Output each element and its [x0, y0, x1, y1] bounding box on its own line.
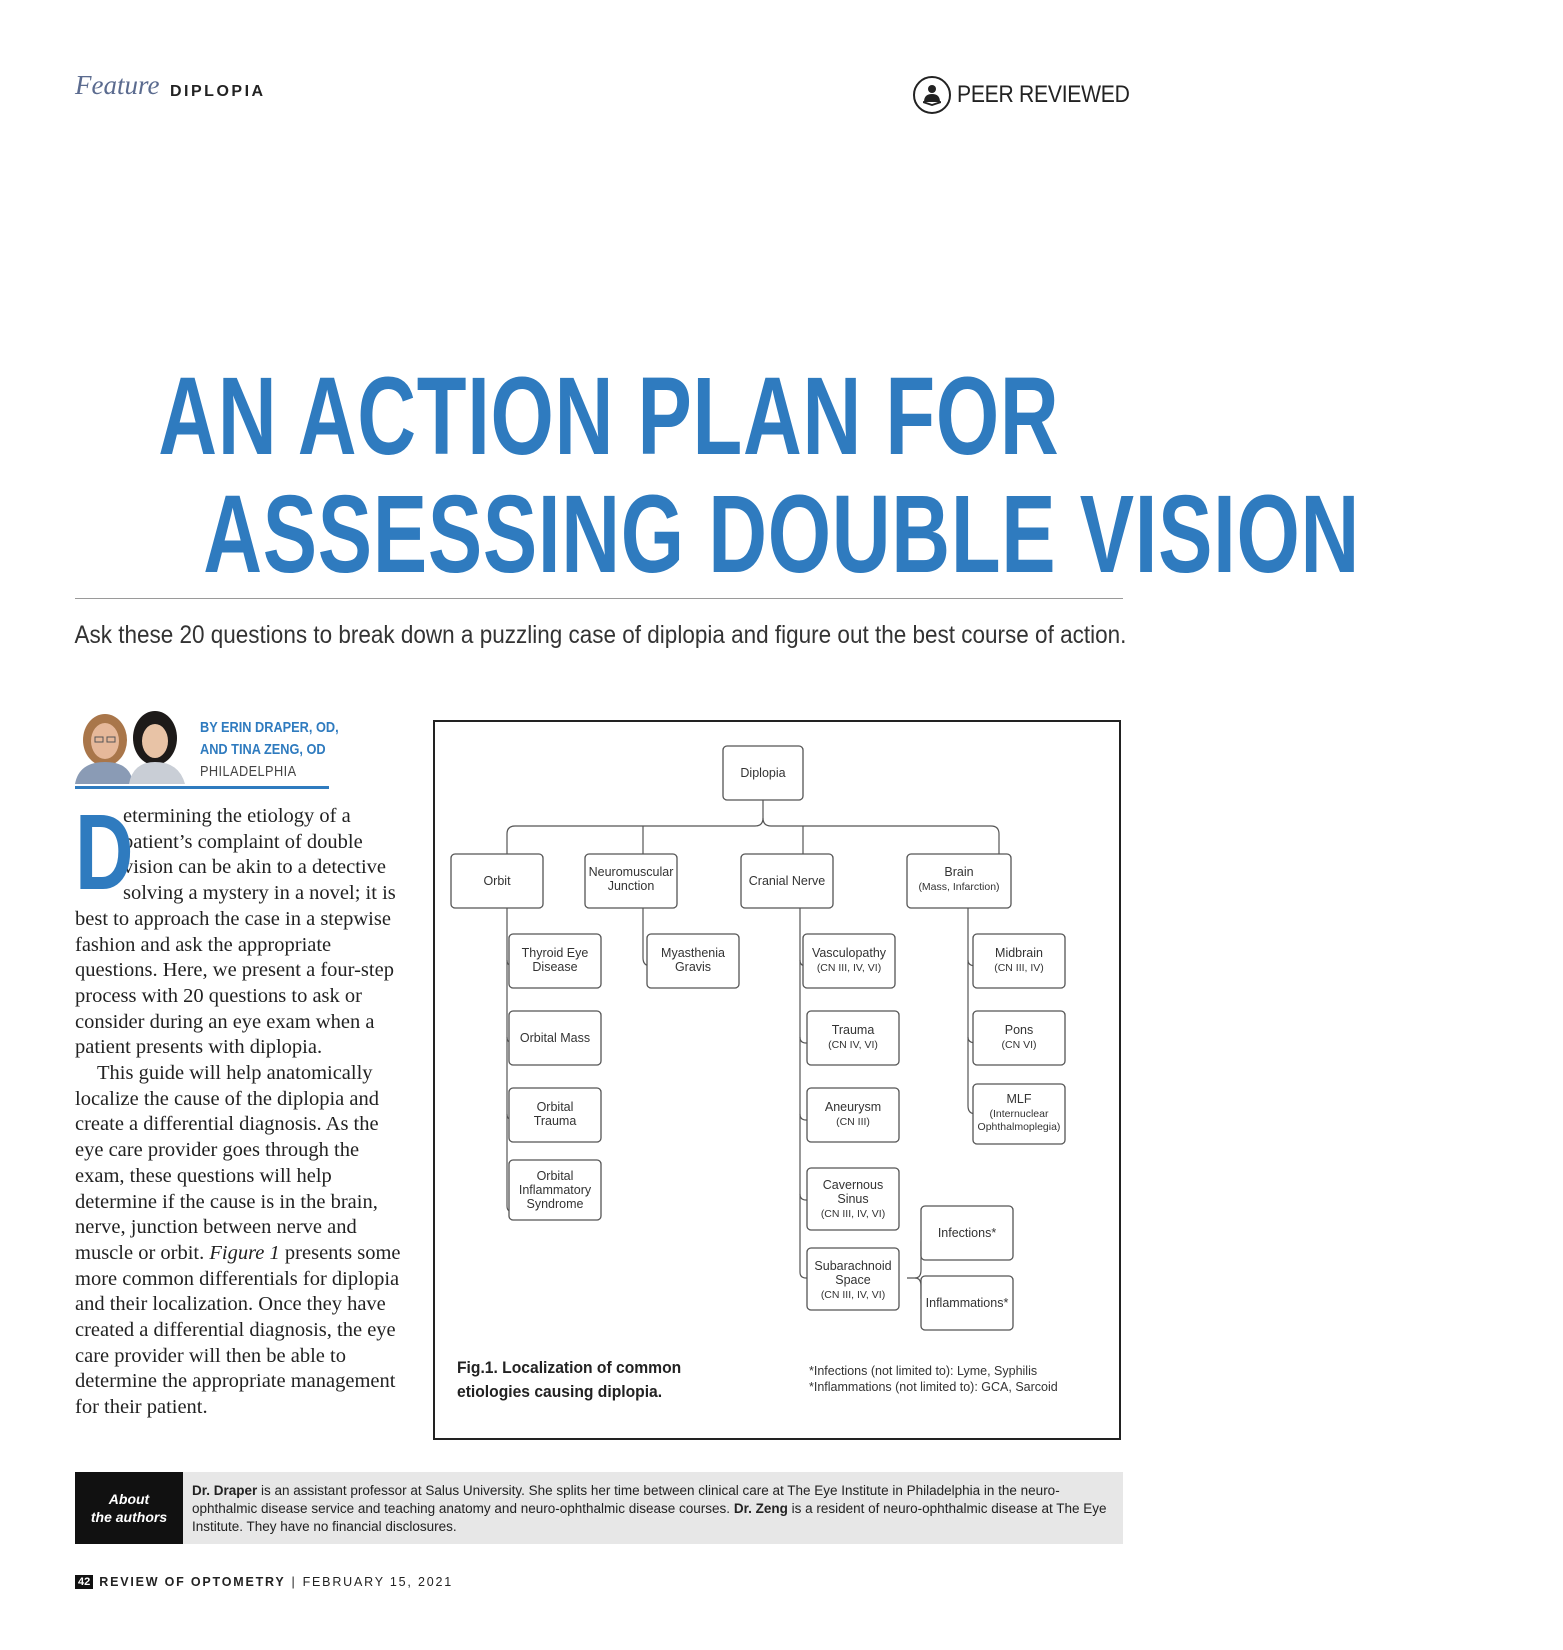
svg-text:Junction: Junction [607, 879, 655, 893]
svg-text:(CN III, IV, VI): (CN III, IV, VI) [816, 962, 882, 974]
byline [200, 717, 363, 783]
svg-text:Infections*: Infections* [937, 1226, 997, 1240]
svg-text:Neuromuscular: Neuromuscular [588, 865, 674, 879]
figure-1 [433, 720, 1121, 1440]
paragraph-2: This guide will help anatomically localize the cause of the diplopia and create a differential diagnosis. As the eye care provider goes through the exam, these questions will help determine if the cause is in the brain, nerve, junction between nerve and muscle or orbit. Figure 1 presents some more common differentials for diplopia and their localization. Once they have created a differential diagnosis, the eye care provider will then be able to determine the appropriate management for their patient. [75, 1062, 401, 1419]
svg-text:Thyroid Eye: Thyroid Eye [521, 946, 589, 960]
svg-text:Space: Space [835, 1273, 871, 1287]
node-cavernous-sinus [807, 1168, 899, 1230]
paragraph-1: D etermining the etiology of a patient’s complaint of double vision can be akin to a detective solving a mystery in a novel; it is best to approach the case in a stepwise fashion and ask the appropriate questions. Here, we present a four-step process with 20 questions to ask or consider during an eye exam when a patient presents with diplopia. [75, 791, 396, 1059]
diplopia-flowchart [435, 722, 1121, 1438]
svg-text:Gravis: Gravis [674, 960, 712, 974]
publication-date: FEBRUARY 15, 2021 [302, 1575, 453, 1589]
node-orbital-mass [509, 1011, 601, 1065]
svg-text:Midbrain: Midbrain [995, 946, 1043, 960]
page-number: 42 [75, 1575, 93, 1589]
node-orbital-trauma [509, 1088, 601, 1142]
about-authors-box [75, 1472, 1123, 1544]
title-divider [75, 598, 1123, 599]
svg-text:Syndrome: Syndrome [526, 1197, 584, 1211]
node-mlf [973, 1084, 1065, 1144]
node-neuromuscular-junction [585, 854, 677, 908]
svg-text:Myasthenia: Myasthenia [661, 946, 725, 960]
svg-text:Sinus: Sinus [837, 1192, 869, 1206]
svg-text:(CN III, IV, VI): (CN III, IV, VI) [820, 1208, 886, 1220]
figure-footnote: *Infections (not limited to): Lyme, Syphilis *Inflammations (not limited to): GCA, Sarcoid [809, 1364, 1058, 1394]
figure-caption: Fig.1. Localization of common etiologies causing diplopia. [457, 1358, 682, 1401]
svg-text:Ophthalmoplegia): Ophthalmoplegia) [977, 1121, 1061, 1133]
node-cranial-nerve [741, 854, 833, 908]
node-orbital-inflammatory-syndrome [509, 1160, 601, 1220]
author-photos [75, 710, 193, 784]
peer-reviewed-text: PEER REVIEWED [957, 81, 1130, 108]
node-midbrain [973, 934, 1065, 988]
byline-line-2: AND TINA ZENG, OD [200, 741, 326, 758]
svg-text:Brain: Brain [944, 865, 974, 879]
article-body [75, 791, 405, 1421]
svg-text:Cavernous: Cavernous [822, 1178, 884, 1192]
svg-text:(CN III, IV, VI): (CN III, IV, VI) [820, 1289, 886, 1301]
svg-text:Cranial Nerve: Cranial Nerve [748, 874, 826, 888]
svg-text:Pons: Pons [1004, 1023, 1034, 1037]
node-orbit [451, 854, 543, 908]
node-subarachnoid-space [807, 1248, 899, 1310]
article-title-line-1: AN ACTION PLAN FOR [158, 355, 1060, 478]
publication-name: REVIEW OF OPTOMETRY [99, 1575, 286, 1589]
article-subtitle: Ask these 20 questions to break down a puzzling case of diplopia and figure out the best course of action. [74, 621, 1126, 649]
drop-cap: D [75, 791, 134, 912]
node-aneurysm [807, 1088, 899, 1142]
svg-text:Inflammatory: Inflammatory [518, 1183, 592, 1197]
svg-text:(CN IV, VI): (CN IV, VI) [828, 1039, 878, 1051]
node-myasthenia-gravis [647, 934, 739, 988]
node-brain [907, 854, 1011, 908]
article-title-line-2: ASSESSING DOUBLE VISION [203, 473, 1361, 596]
byline-line-1: BY ERIN DRAPER, OD, [200, 719, 339, 736]
svg-text:(Internuclear: (Internuclear [989, 1108, 1049, 1120]
node-diplopia [723, 746, 803, 800]
svg-text:Orbital: Orbital [536, 1100, 574, 1114]
svg-text:Vasculopathy: Vasculopathy [811, 946, 887, 960]
svg-text:Disease: Disease [532, 960, 578, 974]
about-authors-text: Dr. Draper is an assistant professor at Salus University. She splits her time between clinical care at The Eye Institute in Philadelphia in the neuro-ophthalmic disease service and teaching anatomy and neuro-ophthalmic disease courses. Dr. Zeng is a resident of neuro-ophthalmic disease at The Eye Institute. They have no financial disclosures. [192, 1483, 1107, 1534]
svg-text:(CN VI): (CN VI) [1001, 1039, 1037, 1051]
feature-label: Feature [75, 70, 160, 100]
section-label: DIPLOPIA [170, 83, 266, 100]
peer-reviewed-badge [913, 76, 1153, 114]
byline-location: PHILADELPHIA [200, 763, 297, 780]
svg-text:Trauma: Trauma [533, 1114, 577, 1128]
svg-text:(CN III): (CN III) [836, 1116, 870, 1128]
figure-reference[interactable]: Figure 1 [209, 1241, 280, 1264]
reader-icon [913, 76, 951, 114]
svg-text:MLF: MLF [1006, 1092, 1032, 1106]
node-infections [921, 1206, 1013, 1260]
node-trauma [807, 1011, 899, 1065]
svg-text:Orbital: Orbital [536, 1169, 574, 1183]
svg-text:Orbital Mass: Orbital Mass [519, 1031, 591, 1045]
node-pons [973, 1011, 1065, 1065]
node-thyroid-eye-disease [509, 934, 601, 988]
about-authors-label: About the authors [75, 1472, 183, 1544]
svg-text:(CN III, IV): (CN III, IV) [994, 962, 1044, 974]
svg-text:(Mass, Infarction): (Mass, Infarction) [918, 881, 1000, 893]
page-footer [75, 1575, 453, 1589]
footer-separator: | [291, 1575, 297, 1589]
svg-text:Inflammations*: Inflammations* [925, 1296, 1009, 1310]
node-vasculopathy [803, 934, 895, 988]
svg-text:Aneurysm: Aneurysm [824, 1100, 882, 1114]
svg-text:Trauma: Trauma [831, 1023, 875, 1037]
svg-text:Orbit: Orbit [483, 874, 511, 888]
svg-text:Diplopia: Diplopia [740, 766, 786, 780]
node-inflammations [921, 1276, 1013, 1330]
svg-text:Subarachnoid: Subarachnoid [814, 1259, 892, 1273]
byline-underline [75, 786, 329, 789]
